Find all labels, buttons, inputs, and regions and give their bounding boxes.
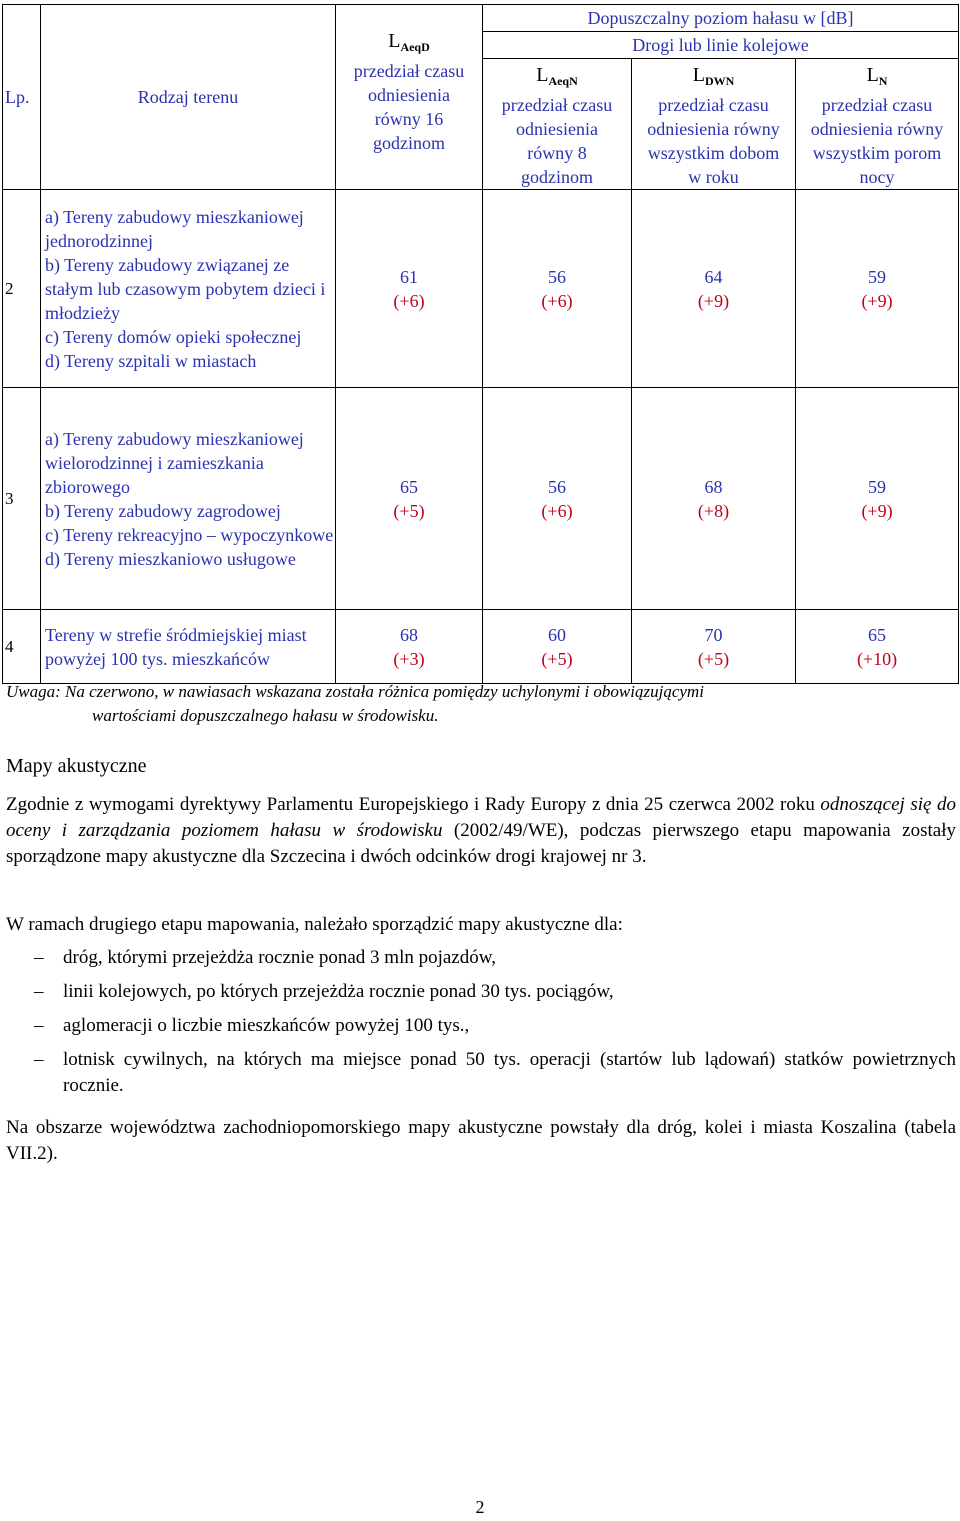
row-terrain: Tereny w strefie śródmiejskiej miast powyżej 100 tys. mieszkańców — [41, 610, 336, 684]
section-heading: Mapy akustyczne — [6, 755, 147, 777]
row-lp: 2 — [3, 190, 41, 388]
table-row — [3, 388, 959, 610]
header-lp: Lp. — [3, 5, 41, 190]
header-rodzaj-terenu: Rodzaj terenu — [41, 5, 336, 190]
note-line-2: wartościami dopuszczalnego hałasu w środowisku. — [92, 706, 439, 725]
value-ln: 65 (+10) — [796, 610, 959, 684]
table-row — [3, 610, 959, 684]
value-ldwn: 68 (+8) — [632, 388, 796, 610]
noise-limits-table — [2, 4, 959, 684]
header-drogi-linie: Drogi lub linie kolejowe — [483, 32, 959, 59]
paragraph-region: Na obszarze województwa zachodniopomorskiego mapy akustyczne powstały dla dróg, kolei i miasta Koszalina (tabela VII.2). — [6, 1117, 956, 1164]
value-laeqn: 60 (+5) — [483, 610, 632, 684]
list-item: – dróg, którymi przejeżdża rocznie ponad 3 mln pojazdów, — [34, 947, 496, 968]
value-ln: 59 (+9) — [796, 388, 959, 610]
value-laeqn: 56 (+6) — [483, 388, 632, 610]
value-ldwn: 64 (+9) — [632, 190, 796, 388]
header-col-ldwn: $L_{DWN}$ przedział czasu odniesienia równy wszystkim dobom w roku — [632, 59, 796, 190]
list-item: – lotnisk cywilnych, na których ma miejsce ponad 50 tys. operacji (startów lub lądowań) statków powietrznych rocznie. — [34, 1049, 956, 1096]
value-laeqd: 65 (+5) — [336, 388, 483, 610]
note-line-1: Uwaga: Na czerwono, w nawiasach wskazana została różnica pomiędzy uchylonymi i obowiązującymi — [6, 682, 704, 701]
value-ldwn: 70 (+5) — [632, 610, 796, 684]
value-laeqd: 61 (+6) — [336, 190, 483, 388]
row-lp: 4 — [3, 610, 41, 684]
list-item: – aglomeracji o liczbie mieszkańców powyżej 100 tys., — [34, 1015, 470, 1036]
header-col-ln: $L_N$ przedział czasu odniesienia równy wszystkim porom nocy — [796, 59, 959, 190]
paragraph-directive: Zgodnie z wymogami dyrektywy Parlamentu Europejskiego i Rady Europy z dnia 25 czerwca 2002 roku odnoszącej się do oceny i zarządzania poziomem hałasu w środowisku (2002/49/WE), podczas pierwszego etapu mapowania zostały sporządzone mapy akustyczne dla Szczecina i dwóch odcinków drogi krajowej nr 3. — [6, 794, 956, 867]
table-note — [6, 680, 956, 728]
requirements-list — [6, 945, 956, 1107]
header-dopuszczalny-poziom: Dopuszczalny poziom hałasu w [dB] — [483, 5, 959, 32]
table-row — [3, 190, 959, 388]
header-col-laeqn: $L_{AeqN}$ przedział czasu odniesienia równy 8 godzinom — [483, 59, 632, 190]
list-item: – linii kolejowych, po których przejeżdża rocznie ponad 30 tys. pociągów, — [34, 981, 614, 1002]
row-terrain: a) Tereny zabudowy mieszkaniowej jednorodzinnej b) Tereny zabudowy związanej ze stałym lub czasowym pobytem dzieci i młodzieży c) Tereny domów opieki społecznej d) Tereny szpitali w miastach — [41, 190, 336, 388]
value-ln: 59 (+9) — [796, 190, 959, 388]
value-laeqn: 56 (+6) — [483, 190, 632, 388]
value-laeqd: 68 (+3) — [336, 610, 483, 684]
page-number: 2 — [475, 1497, 485, 1517]
header-col-laeqd: $L_{AeqD}$ przedział czasu odniesienia równy 16 godzinom — [336, 59, 483, 190]
row-lp: 3 — [3, 388, 41, 610]
paragraph-second-stage: W ramach drugiego etapu mapowania, należało sporządzić mapy akustyczne dla: — [6, 914, 623, 935]
row-terrain: a) Tereny zabudowy mieszkaniowej wielorodzinnej i zamieszkania zbiorowego b) Tereny zabudowy zagrodowej c) Tereny rekreacyjno – wypoczynkowe d) Tereny mieszkaniowo usługowe — [41, 388, 336, 610]
